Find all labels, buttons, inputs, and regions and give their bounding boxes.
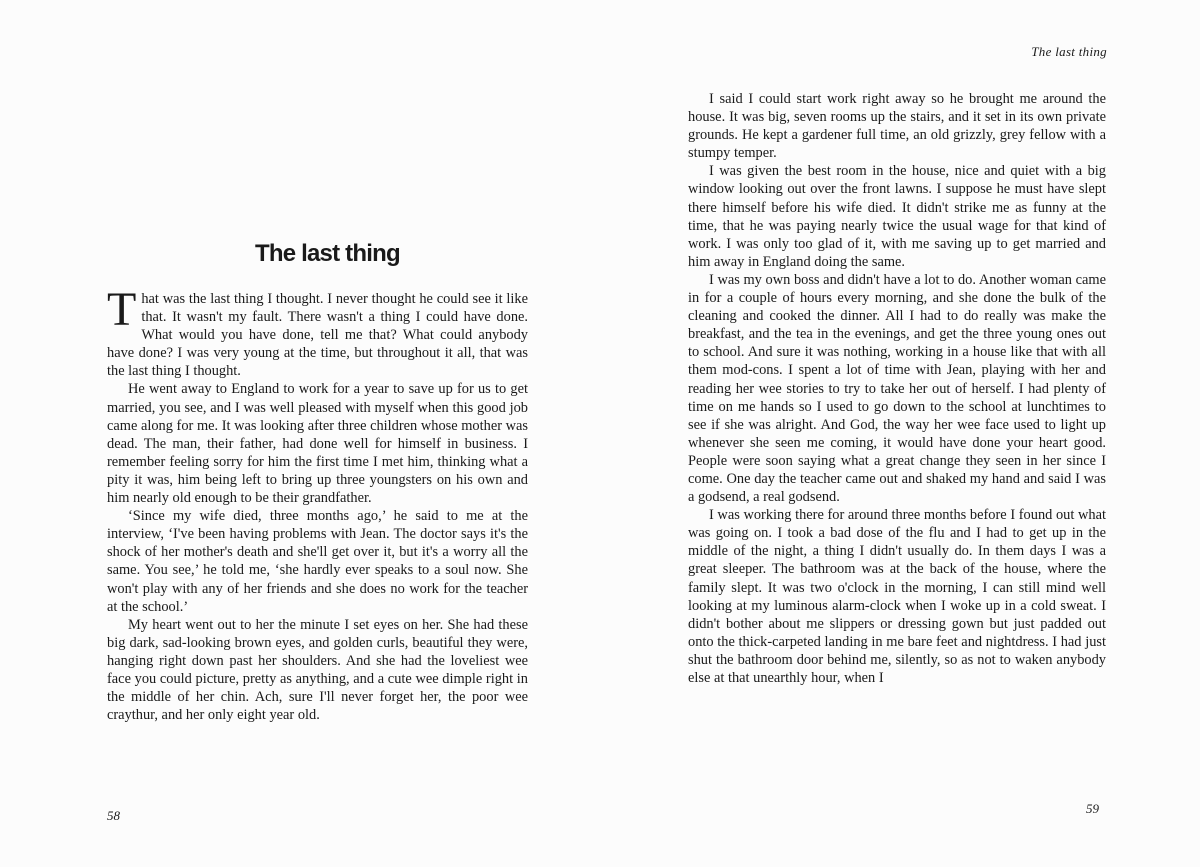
paragraph-8: I was working there for around three months before I found out what was going on. I took a bad dose of the flu and I had to get up in the middle of the night, a thing I didn't usually do. In them days I was a great sleeper. The bathroom was at the back of the house, where the family slept. It was two o'clock in the morning, I can still mind well looking at my luminous alarm-clock when I woke up in a cold sweat. I didn't bother about me slippers or dressing gown but just padded out onto the thick-carpeted landing in me bare feet and nightdress. I had just shut the bathroom door behind me, silently, so as not to waken anybody else at that unearthly hour, when I: [688, 507, 1106, 686]
page-number-right: 59: [1086, 801, 1099, 816]
right-page-body: [688, 90, 1106, 687]
paragraph-4: My heart went out to her the minute I set eyes on her. She had these big dark, sad-looking brown eyes, and golden curls, beautiful they were, hanging right down past her shoulders. And she had the loveliest wee face you could picture, pretty as anything, and a cute wee dimple right in the middle of her chin. Ach, sure I'll never forget her, the poor wee craythur, and her only eight year old.: [107, 616, 528, 724]
paragraph-6: I was given the best room in the house, nice and quiet with a big window looking out over the front lawns. I suppose he must have slept there himself before his wife died. It didn't strike me as funny at the time, that he was paying nearly twice the usual wage for that kind of work. I was only too glad of it, with me saving up to get married and him away in England doing the same.: [688, 163, 1106, 270]
paragraph-7: I was my own boss and didn't have a lot to do. Another woman came in for a couple of hours every morning, and she done the bulk of the cleaning and cooked the dinner. All I had to do really was make the breakfast, and the tea in the evenings, and get the three young ones out to school. And sure it was nothing, working in a house like that with all them mod-cons. I spent a lot of time with Jean, playing with her and reading her wee stories to try to take her out of herself. I had plenty of time on me hands so I used to go down to the school at lunchtimes to see if she was alright. And God, the way her wee face used to light up whenever she seen me coming, it would have done your heart good. People were soon saying what a great change they seen in her since I come. One day the teacher came out and shaked my hand and said I was a godsend, a real godsend.: [688, 271, 1106, 506]
paragraph-2: He went away to England to work for a year to save up for us to get married, you see, and I was well pleased with myself when this good job came along for me. It was looking after three children whose mother was dead. The man, their father, had done well for himself in business. I remember feeling sorry for him the first time I met him, thinking what a pity it was, him being left to bring up three youngsters on his own and him nearly old enough to be their grandfather.: [107, 381, 528, 507]
drop-cap: T: [107, 283, 137, 336]
chapter-title: The last thing: [255, 240, 400, 267]
page-number-left: 58: [107, 808, 120, 823]
left-page-body: [107, 283, 528, 724]
paragraph-3: ‘Since my wife died, three months ago,’ he said to me at the interview, ‘I've been having problems with Jean. The doctor says it's the shock of her mother's death and she'll get over it, but it's a worry all the same. You see,’ he told me, ‘she hardly ever speaks to a soul now. She won't play with any of her friends and she does no work for the teacher at the school.’: [107, 508, 528, 615]
paragraph-1: [107, 283, 528, 380]
running-head: The last thing: [1031, 44, 1107, 59]
paragraph-1-text: hat was the last thing I thought. I never thought he could see it like that. It wasn't my fault. There wasn't a thing I could have done. What would you have done, tell me that? What could anybody have done? I was very young at the time, but throughout it all, that was the last thing I thought.: [107, 291, 528, 380]
right-page: [600, 0, 1200, 867]
paragraph-5: I said I could start work right away so he brought me around the house. It was big, seven rooms up the stairs, and it set in its own private grounds. He kept a gardener full time, an old grizzly, grey fellow with a stumpy temper.: [688, 91, 1106, 162]
